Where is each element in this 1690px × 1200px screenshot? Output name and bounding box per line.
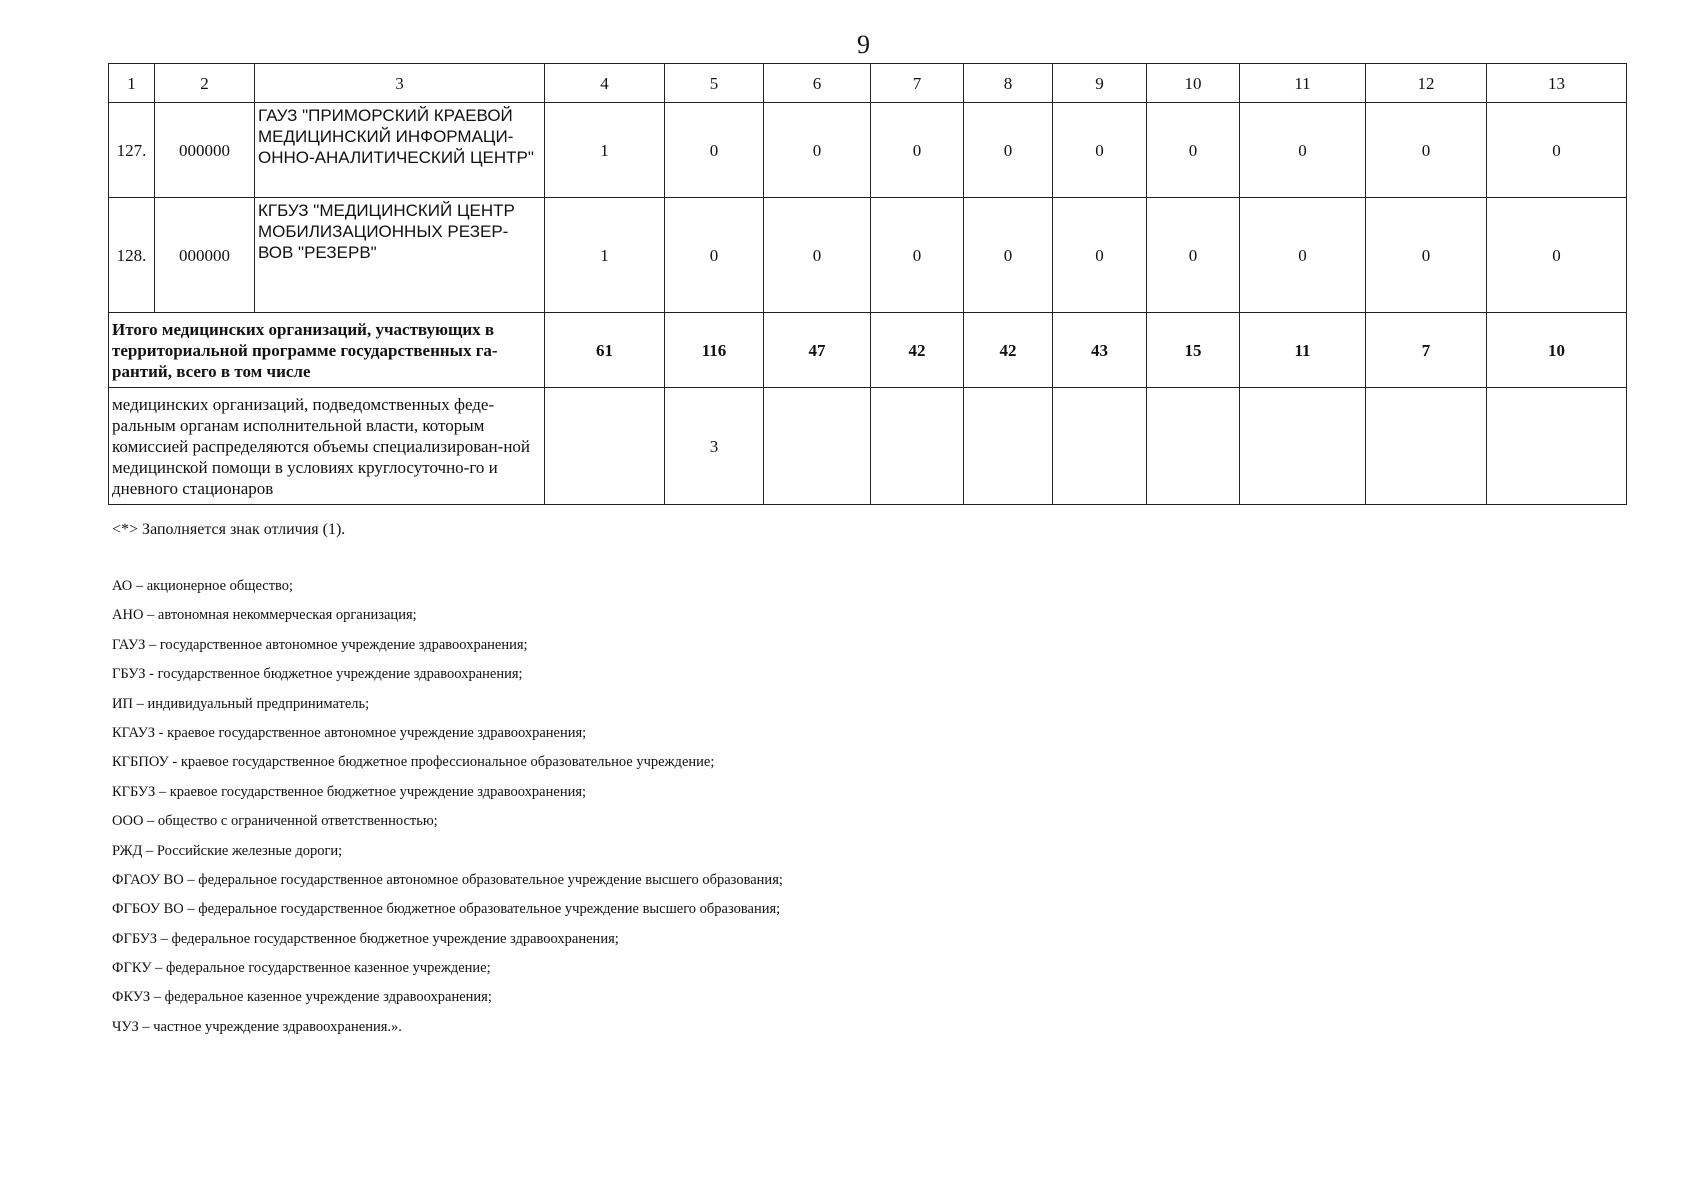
column-header: 3 [255, 64, 545, 103]
federal-cell: 3 [665, 388, 764, 505]
federal-cell [871, 388, 964, 505]
organization-name: ГАУЗ "ПРИМОРСКИЙ КРАЕВОЙ МЕДИЦИНСКИЙ ИНФОРМАЦИ-ОННО-АНАЛИТИЧЕСКИЙ ЦЕНТР" [255, 103, 545, 198]
table-cell: 0 [1366, 198, 1487, 313]
federal-row [109, 388, 1627, 505]
row-code: 000000 [155, 198, 255, 313]
abbreviation-item: ФГКУ – федеральное государственное казенное учреждение; [112, 960, 491, 977]
abbreviation-item: ИП – индивидуальный предприниматель; [112, 695, 370, 712]
abbreviation-item: КГБУЗ – краевое государственное бюджетное учреждение здравоохранения; [112, 783, 587, 800]
abbreviation-item: КГАУЗ - краевое государственное автономное учреждение здравоохранения; [112, 724, 587, 741]
abbreviation-item: АО – акционерное общество; [112, 578, 294, 594]
total-cell: 15 [1147, 313, 1240, 388]
column-header: 11 [1240, 64, 1366, 103]
abbreviation-item: АНО – автономная некоммерческая организация; [112, 607, 417, 624]
table-cell: 0 [1147, 198, 1240, 313]
table-cell: 0 [1053, 198, 1147, 313]
abbreviation-item: ГАУЗ – государственное автономное учреждение здравоохранения; [112, 636, 528, 653]
table-cell: 0 [665, 198, 764, 313]
row-number: 128. [109, 198, 155, 313]
column-header: 12 [1366, 64, 1487, 103]
footnote: <*> Заполняется знак отличия (1). [112, 521, 346, 538]
total-cell: 43 [1053, 313, 1147, 388]
column-header: 7 [871, 64, 964, 103]
abbreviation-item: ООО – общество с ограниченной ответственностью; [112, 813, 438, 830]
abbreviation-item: ФГАОУ ВО – федеральное государственное автономное образовательное учреждение высшего образования; [112, 871, 783, 888]
column-header: 13 [1487, 64, 1627, 103]
total-row [109, 313, 1627, 388]
table-cell: 0 [1147, 103, 1240, 198]
federal-cell [964, 388, 1053, 505]
abbreviation-item: КГБПОУ - краевое государственное бюджетное профессиональное образовательное учреждение; [112, 754, 715, 771]
column-header: 2 [155, 64, 255, 103]
table-cell: 0 [764, 103, 871, 198]
total-cell: 42 [871, 313, 964, 388]
federal-label: медицинских организаций, подведомственных феде-ральным органам исполнительной власти, которым комиссией распределяются объемы специализирован-ной медицинской помощи в условиях круглосуточно-го и дневного стационаров [109, 388, 545, 505]
organization-name: КГБУЗ "МЕДИЦИНСКИЙ ЦЕНТР МОБИЛИЗАЦИОННЫХ РЕЗЕР-ВОВ "РЕЗЕРВ" [255, 198, 545, 313]
page-number: 9 [857, 30, 870, 59]
row-code: 000000 [155, 103, 255, 198]
table-row [109, 198, 1627, 313]
table-cell: 0 [1366, 103, 1487, 198]
abbreviation-list [112, 577, 783, 1047]
table-row [109, 103, 1627, 198]
table-cell: 0 [764, 198, 871, 313]
table-cell: 1 [545, 103, 665, 198]
table-cell: 0 [964, 103, 1053, 198]
total-label: Итого медицинских организаций, участвующих в территориальной программе государственных га-рантий, всего в том числе [109, 313, 545, 388]
abbreviation-item: РЖД – Российские железные дороги; [112, 842, 343, 859]
federal-cell [764, 388, 871, 505]
table-cell: 0 [871, 198, 964, 313]
total-cell: 42 [964, 313, 1053, 388]
table-cell: 0 [1487, 103, 1627, 198]
total-cell: 10 [1487, 313, 1627, 388]
table-cell: 0 [1240, 198, 1366, 313]
federal-cell [545, 388, 665, 505]
table-cell: 0 [871, 103, 964, 198]
column-header: 6 [764, 64, 871, 103]
column-header: 5 [665, 64, 764, 103]
table-header-row [109, 64, 1627, 103]
total-cell: 7 [1366, 313, 1487, 388]
row-number: 127. [109, 103, 155, 198]
abbreviation-item: ФГБОУ ВО – федеральное государственное бюджетное образовательное учреждение высшего образования; [112, 901, 781, 918]
table-cell: 1 [545, 198, 665, 313]
table-cell: 0 [964, 198, 1053, 313]
total-cell: 61 [545, 313, 665, 388]
abbreviation-item: ЧУЗ – частное учреждение здравоохранения.». [112, 1018, 402, 1035]
table-cell: 0 [1240, 103, 1366, 198]
federal-cell [1147, 388, 1240, 505]
organizations-table [108, 63, 1627, 505]
table-cell: 0 [1053, 103, 1147, 198]
column-header: 10 [1147, 64, 1240, 103]
column-header: 9 [1053, 64, 1147, 103]
total-cell: 11 [1240, 313, 1366, 388]
total-cell: 116 [665, 313, 764, 388]
abbreviation-item: ФКУЗ – федеральное казенное учреждение здравоохранения; [112, 989, 492, 1006]
table-cell: 0 [1487, 198, 1627, 313]
column-header: 4 [545, 64, 665, 103]
federal-cell [1053, 388, 1147, 505]
federal-cell [1366, 388, 1487, 505]
column-header: 1 [109, 64, 155, 103]
table-cell: 0 [665, 103, 764, 198]
column-header: 8 [964, 64, 1053, 103]
abbreviation-item: ФГБУЗ – федеральное государственное бюджетное учреждение здравоохранения; [112, 930, 619, 947]
federal-cell [1240, 388, 1366, 505]
federal-cell [1487, 388, 1627, 505]
total-cell: 47 [764, 313, 871, 388]
abbreviation-item: ГБУЗ - государственное бюджетное учреждение здравоохранения; [112, 666, 523, 683]
